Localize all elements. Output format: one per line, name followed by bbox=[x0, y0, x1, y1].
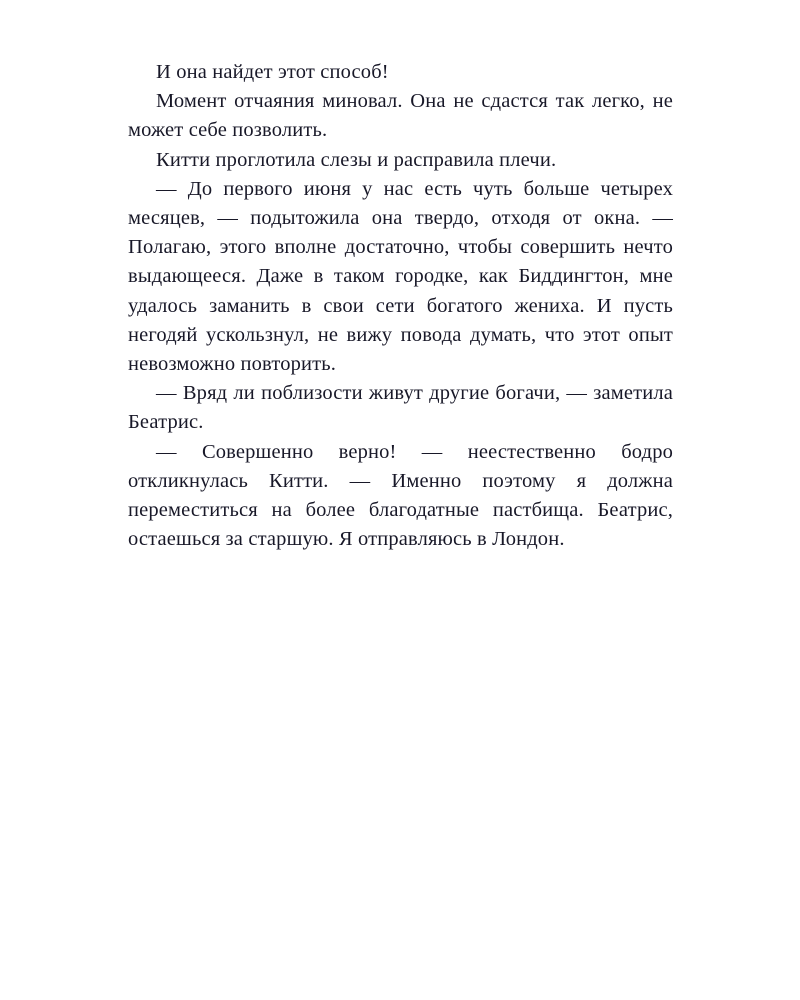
page-text-block bbox=[128, 58, 673, 554]
page-margin-left bbox=[0, 0, 14, 1000]
paragraph: — Совершенно верно! — неестественно бодро откликнулась Китти. — Именно поэтому я должна переместиться на более благодатные пастбища. Беатрис, остаешься за старшую. Я отправляюсь в Лондон. bbox=[128, 440, 673, 551]
paragraph: И она найдет этот способ! bbox=[156, 61, 389, 83]
paragraph: Момент отчаяния миновал. Она не сдастся так легко, не может себе позволить. bbox=[128, 90, 673, 142]
paragraph: — До первого июня у нас есть чуть больше четырех месяцев, — подытожила она твердо, отходя от окна. — Полагаю, этого вполне достаточно, чтобы совершить нечто выдающееся. Даже в таком городке, как Биддингтон, мне удалось заманить в свои сети богатого жениха. И пусть негодяй ускользнул, не вижу повода думать, что этот опыт невозможно повторить. bbox=[128, 177, 673, 376]
paragraph: Китти проглотила слезы и расправила плечи. bbox=[156, 148, 557, 171]
paragraph: — Вряд ли поблизости живут другие богачи, — заметила Беатрис. bbox=[128, 382, 673, 434]
